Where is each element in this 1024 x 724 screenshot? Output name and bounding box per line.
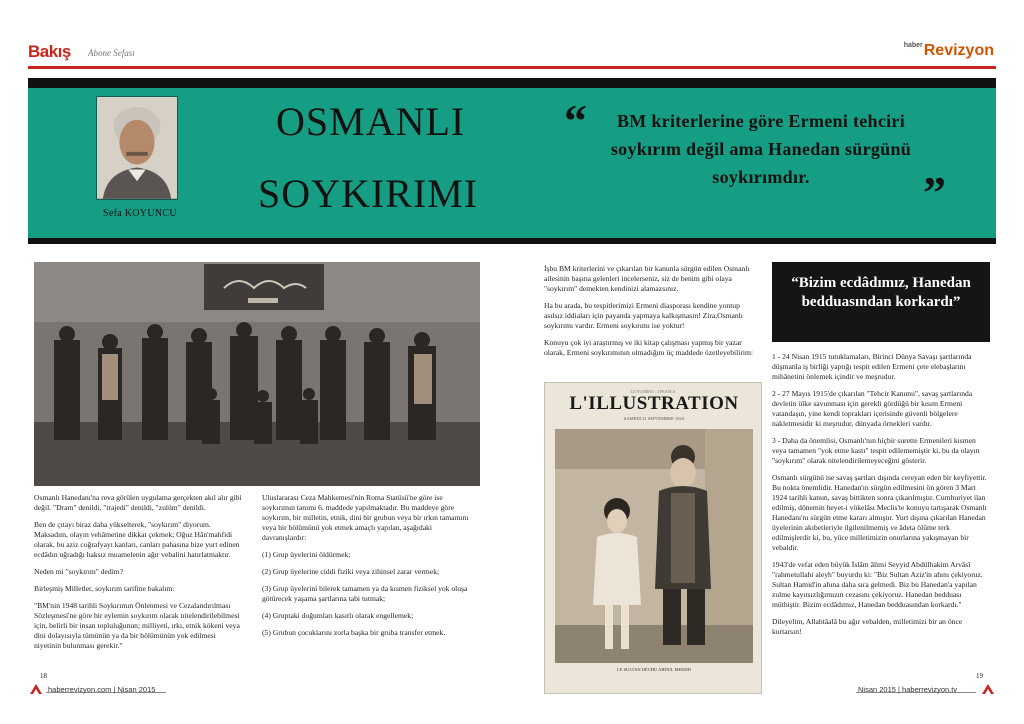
page-number-right: 19 (976, 672, 983, 680)
footer-site-right[interactable]: Nisan 2015 | haberrevizyon.tv (858, 685, 958, 694)
article-column-4 (772, 352, 990, 644)
brand-logo-right[interactable] (904, 42, 994, 60)
column4-paragraph: 2 - 27 Mayıs 1915'de çıkarılan "Tehcir Kanunu", savaş şartlarında devletin ülke savunması için gerekli gördüğü bir kısım Ermeni vatandaşın, yine kendi toprakları içerisinde güvenli bölgelere nakletmesidir ki meşrudur, dünyada örnekleri vardır. (772, 389, 973, 429)
cover-photo-image (555, 429, 753, 663)
genocide-criteria-item: (1) Grup üyelerini öldürmek; (262, 550, 351, 560)
article-title-line1: OSMANLI (276, 99, 466, 144)
author-name: Sefa KOYUNCU (103, 208, 177, 219)
banner-quote: BM kriterlerine göre Ermeni tehciri soykırım değil ama Hanedan sürgünü soykırımdır. (610, 111, 912, 187)
cover-date: SAMEDI 21 SEPTEMBRE 1924 (623, 416, 685, 421)
brand-logo-prefix: haber (903, 42, 923, 49)
cover-caption: LE SULTAN DÉCHU ABDUL MEDJID (616, 667, 692, 672)
footer-logo-inner-icon (985, 689, 991, 694)
genocide-criteria-item: (2) Grup üyelerine ciddi fiziki veya zihinsel zarar vermek; (262, 567, 440, 577)
column4-paragraph: 1943'de vefat eden büyük İslâm âlimi Seyyid Abdülhakim Arvâsî "rahmetullahi aleyh" buyurdu ki: "Biz Sultan Aziz'in ahını çekiyoruz. Sultan Hamid'in ahına daha sıra gelmedi. Biz bu Hanedan'a yapılan zulme kayıtsızlığımızın cezasını çekiyoruz. Hanedan bedduası müthiştir. Bizim ecdâdımız, Hanedan bedduasından korkardı." (772, 560, 983, 610)
article-title-line2: SOYKIRIMI (258, 171, 479, 216)
article-banner (28, 88, 996, 238)
brand-logo-left[interactable]: Bakış (28, 42, 71, 61)
page-number-left: 18 (40, 672, 47, 680)
column1-paragraph: Neden mi "soykırım" dedim? (34, 567, 124, 577)
column4-paragraph: 1 - 24 Nisan 1915 tutuklamaları, Birinci Dünya Savaşı şartlarında düşmanla iş birliği yaptığı tespit edilen Ermeni çete elebaşlarını mihânetini önlemek içindir ve meşrudur. (772, 352, 972, 382)
article-column-3 (544, 264, 758, 365)
group-photo-image (34, 262, 480, 486)
column3-paragraph: İşbu BM kriterlerini ve çıkarılan bir kanunla sürgün edilen Osmanlı ailesinin başına gelenleri incelerseniz, siz de benim gibi olaya "soykırım" demekten kendinizi alamazsınız. (544, 264, 750, 294)
footer-site-left[interactable]: haberrevizyon.com | Nisan 2015 (48, 685, 156, 694)
article-column-2 (262, 493, 477, 645)
column3-paragraph: Ha bu arada, bu tespitlerimizi Ermeni diasporası kendine yontup asılsız iddiaları için payanda yapmaya kalkışmasın! Zira,Osmanlı soykırımı vardır. Ermeni soykırımı ise yoktur! (544, 301, 743, 331)
column1-paragraph: Osmanlı Hanedanı'na reva görülen uygulama gerçekten akıl alır gibi değil. "Dram" denildi, "trajedi" denildi, "zulüm" denildi. (34, 493, 242, 513)
footer-logo-inner-icon (33, 689, 39, 694)
magazine-header (28, 42, 996, 64)
column2-intro: Uluslararası Ceza Mahkemesi'nin Roma Statüsü'ne göre ise soykırımın tanımı 6. maddede yapılmaktadır. Bu maddeye göre soykırım, bir milletin, etnik, dini bir grubun veya bir ırkın tamamını veya bir bölümünü yok etmek amaçlı yapılan, aşağıdaki davranışlardır: (262, 493, 469, 543)
cover-photo (555, 429, 753, 663)
cover-topline: LE NUMÉRO : 3 FRANCS (630, 389, 676, 394)
section-label: Abone Sefası (88, 48, 135, 58)
genocide-criteria-item: (5) Grubun çocuklarını zorla başka bir gruba transfer etmek. (262, 628, 446, 638)
column3-paragraph: Konuyu çok iyi araştırmış ve iki kitap çalışması yapmış bir yazar olarak, Ermeni soykırımının olmadığını üç maddede özetleyebilirim: (544, 338, 753, 358)
column4-paragraph: 3 - Daha da önemlisi, Osmanlı'nın hiçbir surette Ermenileri kısmen veya tamamen "yok etme kastı" tespit edilememiştir ki, bu da olayın "soykırım" olarak nitelendirilemeyeceğini gösterir. (772, 436, 980, 466)
genocide-criteria-item: (4) Gruptaki doğumları kasıtlı olarak engellemek; (262, 611, 414, 621)
column1-paragraph: "BM'nin 1948 tarihli Soykırımın Önlenmesi ve Cezalandırılması Sözleşmesi'ne göre bir eylemin soykırım olarak nitelendirilebilmesi için, belirli bir insan topluluğunun; milliyeti, ırkı, etnik kökeni veya dini dolayısıyla tümünün ya da bir bölümünün yok edilmesi niyetinin bulunması gerekir." (34, 601, 240, 651)
article-column-1 (34, 493, 244, 658)
lillustration-cover (544, 382, 762, 694)
brand-logo-name: Revizyon (923, 42, 994, 59)
quote-close-mark: ” (923, 167, 946, 218)
top-margin (0, 0, 1024, 34)
quote-open-mark: “ (564, 95, 587, 146)
column4-paragraph: Dileyelim, Allahtâalâ bu ağır vebalden, milletimizi bir an önce kurtarsın! (772, 617, 963, 637)
cover-masthead: L'ILLUSTRATION (569, 393, 739, 414)
header-rule-red (28, 66, 996, 69)
header-rule-black (28, 78, 996, 88)
footer-left (28, 672, 228, 708)
column1-paragraph: Ben de çıtayı biraz daha yükselterek, "soykırım" diyorum. Maksadım, olayın vehâmetine dikkat çekmek; Oğuz Hân'mahfidi olarak, bu aziz coğrafyayı kanları, canları pahasına bize yurt edinen ecdâdın uğradığı haksız muamelenin ağır vebalini hatırlatmaktır. (34, 520, 240, 560)
pull-quote-box: “Bizim ecdâdımız, Hanedan bedduasından korkardı” (772, 262, 990, 342)
genocide-criteria-item: (3) Grup üyelerini bilerek tamamen ya da kısmen fiziksel yok oluşa götürecek yaşama şartlarına tabi tutmak; (262, 584, 468, 604)
column4-paragraph: Osmanlı sürgünü ise savaş şartları dışında cereyan eden bir keyfiyettir. Bu nokta önemlidir. Hanedan'ın sürgün edilmesini ön gören 3 Mart 1924 tarihli kanun, savaş bittikten sonra çıkarılmıştır. Cumhuriyet ilan edilmiş, dönemin heyet-i vükelâsı Meclis'te konuyu tartışarak Osmanlı Hanedanı'nı sürgün etme kararı almıştır. Yurt dışına çıkarılan Hanedan üyelerinin akıbetleriyle ilgilenilmemiş ve âdeta ölüme terk edilmişlerdir ki, bu, yüce milletimizin onurlarına yakışmayan bir vebaldir. (772, 473, 987, 553)
column1-paragraph: Birleşmiş Milletler, soykırım tarifine bakalım: (34, 584, 175, 594)
author-portrait-image (97, 97, 177, 199)
banner-rule-bottom (28, 238, 996, 244)
footer-right (796, 672, 996, 708)
author-portrait (96, 96, 178, 200)
historical-group-photo (34, 262, 480, 486)
